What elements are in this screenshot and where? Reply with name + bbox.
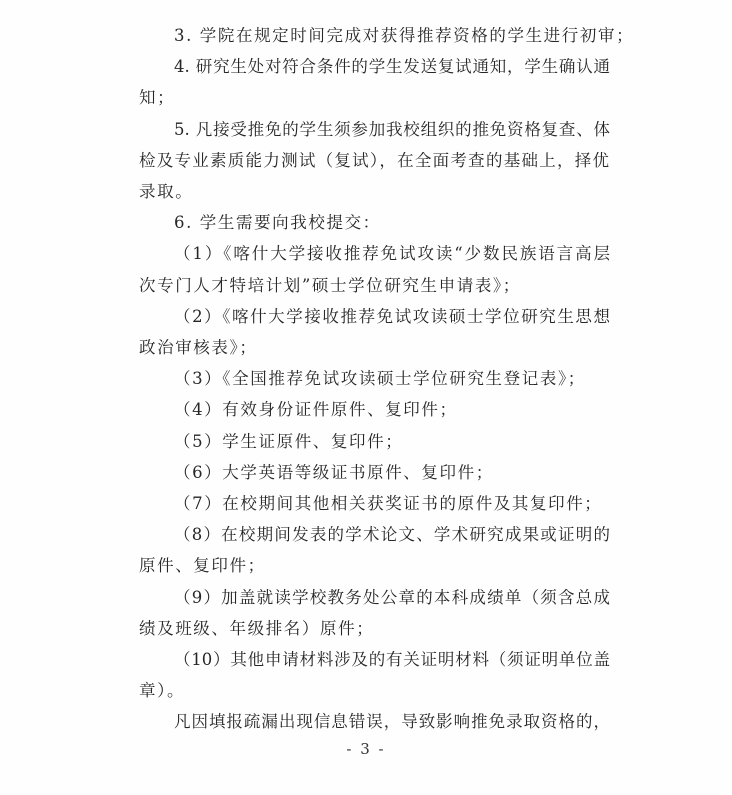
text-line: 政治审核表》； bbox=[139, 338, 258, 357]
text-line: 原件、复印件； bbox=[139, 556, 266, 576]
text-line: （6）大学英语等级证书原件、复印件； bbox=[174, 462, 494, 482]
text-line: 4. 研究生处对符合条件的学生发送复试通知，学生确认通 bbox=[174, 57, 610, 77]
text-line: （1）《喀什大学接收推荐免试攻读“少数民族语言高层 bbox=[174, 244, 610, 264]
text-line: （2）《喀什大学接收推荐免试攻读硕士学位研究生思想 bbox=[174, 306, 610, 326]
text-line: （8）在校期间发表的学术论文、学术研究成果或证明的 bbox=[174, 525, 610, 545]
page-number: - 3 - bbox=[346, 740, 386, 758]
text-line: 5. 凡接受推免的学生须参加我校组织的推免资格复查、体 bbox=[174, 119, 610, 139]
text-line: 检及专业素质能力测试（复试），在全面考查的基础上，择优 bbox=[139, 150, 609, 170]
text-line: 次专门人才特培计划”硕士学位研究生申请表》； bbox=[139, 275, 521, 295]
text-line: （10）其他申请材料涉及的有关证明材料（须证明单位盖 bbox=[174, 650, 610, 669]
text-line: 知； bbox=[139, 88, 176, 108]
text-line: 凡因填报疏漏出现信息错误，导致影响推免录取资格的， bbox=[174, 712, 610, 732]
text-line: 绩及班级、年级排名）原件； bbox=[139, 618, 375, 638]
text-line: 录取。 bbox=[139, 182, 194, 201]
text-line: 6. 学生需要向我校提交： bbox=[174, 213, 381, 233]
text-line: （7）在校期间其他相关获奖证书的原件及其复印件； bbox=[174, 494, 603, 513]
text-line: 章）。 bbox=[139, 681, 186, 701]
text-line: （5）学生证原件、复印件； bbox=[174, 431, 404, 451]
text-line: 3. 学院在规定时间完成对获得推荐资格的学生进行初审； bbox=[174, 26, 635, 45]
text-line: （9）加盖就读学校教务处公章的本科成绩单（须含总成 bbox=[174, 587, 610, 607]
text-line: （3）《全国推荐免试攻读硕士学位研究生登记表》； bbox=[174, 369, 586, 389]
text-line: （4）有效身份证件原件、复印件； bbox=[174, 400, 458, 420]
